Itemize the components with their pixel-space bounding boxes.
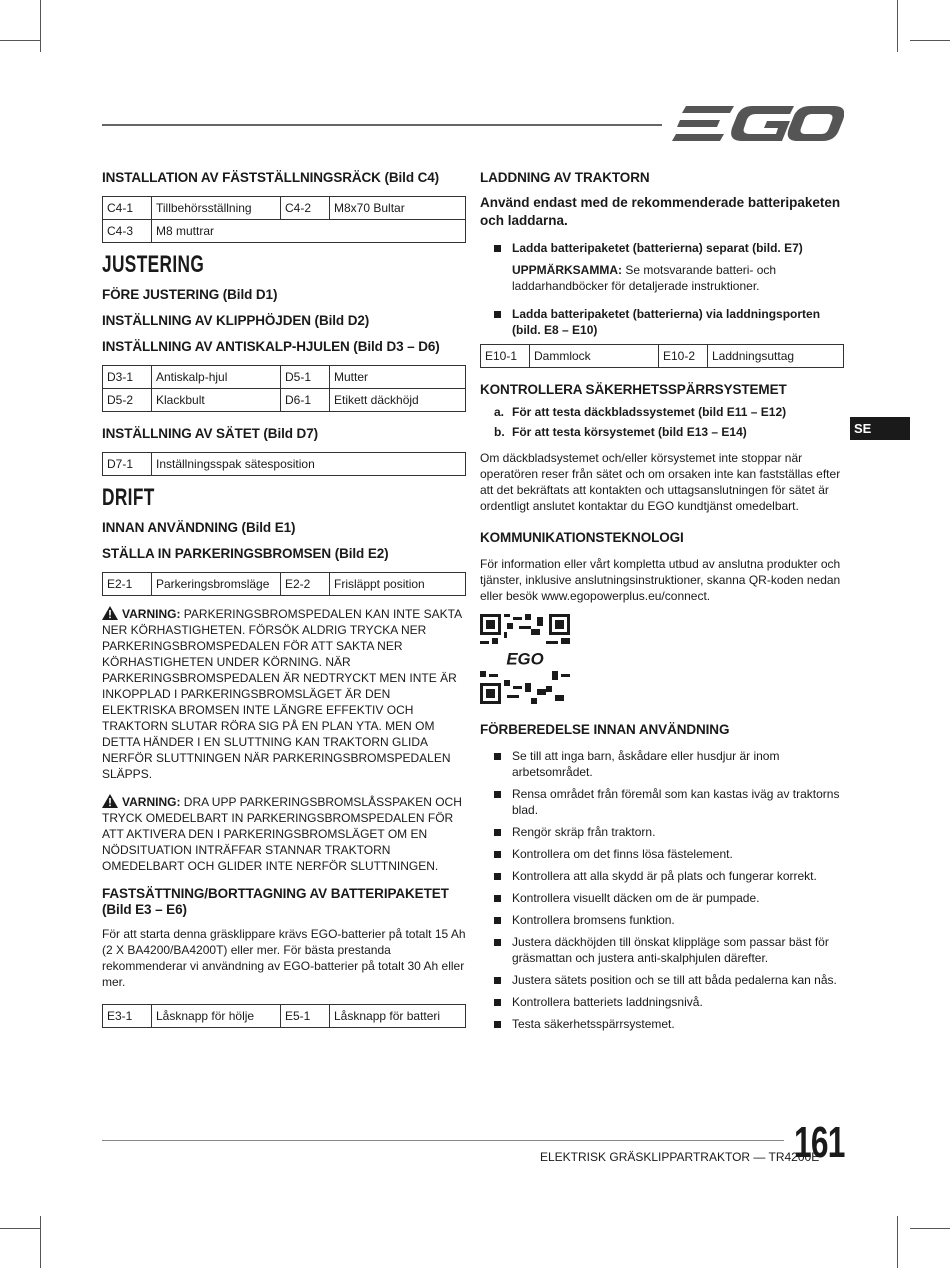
table-cell: D5-1 xyxy=(281,366,330,389)
table-cell: Dammlock xyxy=(530,345,659,368)
list-item xyxy=(494,404,844,420)
d2-heading: INSTÄLLNING AV KLIPPHÖJDEN (Bild D2) xyxy=(102,313,370,328)
attention-text: Se motsvarande batteri- och laddarhandböcker för detaljerade instruktioner. xyxy=(512,263,777,293)
table-cell: C4-1 xyxy=(103,197,152,220)
qr-code[interactable] xyxy=(480,614,570,704)
ego-logo xyxy=(672,104,844,144)
table-cell: D6-1 xyxy=(281,389,330,412)
charge-list xyxy=(480,240,844,256)
d3-heading: INSTÄLLNING AV ANTISKALP-HJULEN (Bild D3 – D6) xyxy=(102,339,440,354)
list-item: Kontrollera visuellt däcken om de är pumpade. xyxy=(480,890,844,906)
list-key: a. xyxy=(494,405,505,419)
warning-icon xyxy=(102,794,118,808)
crop-mark xyxy=(910,40,950,41)
prep-heading: FÖRBEREDELSE INNAN ANVÄNDNING xyxy=(480,722,730,737)
list-item: Rengör skräp från traktorn. xyxy=(480,824,844,840)
table-cell: Antiskalp-hjul xyxy=(152,366,281,389)
crop-mark xyxy=(40,1216,41,1268)
crop-mark xyxy=(0,40,40,41)
table-cell: E2-2 xyxy=(281,573,330,596)
comm-text: För information eller vårt kompletta utbud av anslutna produkter och tjänster, inklusive anslutningsinstruktioner, skanna QR-koden nedan eller besök www.egopowerplus.eu/connect. xyxy=(480,557,841,603)
table-cell: Låsknapp för hölje xyxy=(152,1005,281,1028)
right-column xyxy=(480,170,844,1038)
list-item: Ladda batteripaketet (batterierna) separat (bild. E7) xyxy=(480,240,844,256)
table-row xyxy=(103,220,466,243)
list-item: Rensa området från föremål som kan kastas iväg av traktorns blad. xyxy=(480,786,844,818)
list-item: Justera däckhöjden till önskat klippläge som passar bäst för gräsmattan och justera anti-skalphjulen därefter. xyxy=(480,934,844,966)
safety-list xyxy=(480,404,844,440)
list-item: Se till att inga barn, åskådare eller husdjur är inom arbetsområdet. xyxy=(480,748,844,780)
table-cell: Laddningsuttag xyxy=(708,345,844,368)
crop-mark xyxy=(897,0,898,52)
charge-heading: LADDNING AV TRAKTORN xyxy=(480,170,650,185)
table-row xyxy=(103,453,466,476)
left-column xyxy=(102,170,466,1042)
table-row xyxy=(103,366,466,389)
header-rule xyxy=(102,124,662,126)
table-row xyxy=(103,389,466,412)
list-item: Kontrollera om det finns lösa fästelement. xyxy=(480,846,844,862)
comm-heading: KOMMUNIKATIONSTEKNOLOGI xyxy=(480,530,684,545)
e3-table xyxy=(102,1004,466,1028)
e3-text: För att starta denna gräsklippare krävs EGO-batterier på totalt 15 Ah (2 X BA4200/BA4200T) eller mer. För bästa prestanda rekommenderar vi användning av EGO-batterier på totalt 30 Ah eller mer. xyxy=(102,927,466,989)
table-row xyxy=(103,1005,466,1028)
list-item xyxy=(494,424,844,440)
d7-table xyxy=(102,452,466,476)
table-cell: C4-2 xyxy=(281,197,330,220)
table-cell: D3-1 xyxy=(103,366,152,389)
e10-table xyxy=(480,344,844,368)
page-number: 161 xyxy=(794,1118,845,1167)
table-cell: E10-2 xyxy=(659,345,708,368)
e2-heading: STÄLLA IN PARKERINGSBROMSEN (Bild E2) xyxy=(102,546,389,561)
table-cell: Tillbehörsställning xyxy=(152,197,281,220)
list-item: Testa säkerhetsspärrsystemet. xyxy=(480,1016,844,1032)
table-row xyxy=(481,345,844,368)
section-title-drift: DRIFT xyxy=(102,484,155,511)
table-cell: Mutter xyxy=(330,366,466,389)
table-cell: Klackbult xyxy=(152,389,281,412)
list-key: b. xyxy=(494,425,505,439)
language-tab: SE xyxy=(850,417,910,440)
qr-logo-text: EGO xyxy=(506,649,544,669)
table-row xyxy=(103,197,466,220)
list-text: För att testa däckbladssystemet (bild E11 – E12) xyxy=(512,405,787,419)
crop-mark xyxy=(40,0,41,52)
table-cell: E10-1 xyxy=(481,345,530,368)
e1-heading: INNAN ANVÄNDNING (Bild E1) xyxy=(102,520,296,535)
warning-icon xyxy=(102,606,118,620)
list-item: Kontrollera batteriets laddningsnivå. xyxy=(480,994,844,1010)
warning-label: VARNING: xyxy=(122,795,181,809)
crop-mark xyxy=(910,1228,950,1229)
table-cell: Frisläppt position xyxy=(330,573,466,596)
warning-text: PARKERINGSBROMSPEDALEN KAN INTE SAKTA NER KÖRHASTIGHETEN. FÖRSÖK ALDRIG TRYCKA NER PARKERINGSBROMSPEDALEN FÖR ATT SAKTA NER KÖRHASTIGHETEN UNDER KÖRNING. NÄR PARKERINGSBROMSPEDALEN ÄR NEDTRYCKT MEN INTE ÄR INKOPPLAD I PARKERINGSBROMSLÄGET ÄR DEN ELEKTRISKA BROMSEN INTE LÄNGRE EFFEKTIV OCH TRAKTORN SLUTAR RÖRA SIG PÅ EN PLAN YTA. MEN OM DETTA HÄNDER I EN SLUTTNING KAN TRAKTORN GLIDA NERFÖR SLUTTNINGEN NÄR PARKERINGSBROMSPEDALEN SLÄPPS. xyxy=(102,607,462,781)
table-row xyxy=(103,573,466,596)
d7-heading: INSTÄLLNING AV SÄTET (Bild D7) xyxy=(102,426,318,441)
table-cell: C4-3 xyxy=(103,220,152,243)
list-item: Kontrollera bromsens funktion. xyxy=(480,912,844,928)
safety-heading: KONTROLLERA SÄKERHETSSPÄRRSYSTEMET xyxy=(480,382,787,397)
e3-heading: FASTSÄTTNING/BORTTAGNING AV BATTERIPAKETET (Bild E3 – E6) xyxy=(102,886,449,917)
table-cell: E5-1 xyxy=(281,1005,330,1028)
warning-2 xyxy=(102,794,466,874)
table-cell: D5-2 xyxy=(103,389,152,412)
table-cell: Låsknapp för batteri xyxy=(330,1005,466,1028)
section-title-justering: JUSTERING xyxy=(102,251,205,278)
crop-mark xyxy=(897,1216,898,1268)
table-cell: Etikett däckhöjd xyxy=(330,389,466,412)
charge-list-2 xyxy=(480,306,844,338)
list-item: Justera sätets position och se till att båda pedalerna kan nås. xyxy=(480,972,844,988)
c4-heading: INSTALLATION AV FÄSTSTÄLLNINGSRÄCK (Bild C4) xyxy=(102,170,440,185)
crop-mark xyxy=(0,1228,40,1229)
footer-title: ELEKTRISK GRÄSKLIPPARTRAKTOR — TR4200E xyxy=(540,1150,820,1164)
d1-heading: FÖRE JUSTERING (Bild D1) xyxy=(102,287,278,302)
attention-label: UPPMÄRKSAMMA: xyxy=(512,263,622,277)
list-item: Ladda batteripaketet (batterierna) via laddningsporten (bild. E8 – E10) xyxy=(480,306,844,338)
attention-note xyxy=(512,262,844,294)
table-cell: M8x70 Bultar xyxy=(330,197,466,220)
table-cell: Inställningsspak sätesposition xyxy=(152,453,466,476)
warning-1 xyxy=(102,606,466,782)
safety-text: Om däckbladsystemet och/eller körsystemet inte stoppar när operatören reser från sätet och om orsaken inte kan fastställas efter att det bekräftats att kontakten och uttagsanslutningen för sätet är ordentligt anslutet kontaktar du EGO kundtjänst omedelbart. xyxy=(480,451,841,513)
table-cell: E3-1 xyxy=(103,1005,152,1028)
list-text: För att testa körsystemet (bild E13 – E14) xyxy=(512,425,747,439)
prep-list xyxy=(480,748,844,1032)
d-table xyxy=(102,365,466,412)
e2-table xyxy=(102,572,466,596)
footer-rule xyxy=(102,1140,784,1141)
table-cell: E2-1 xyxy=(103,573,152,596)
warning-text: DRA UPP PARKERINGSBROMSLÅSSPAKEN OCH TRYCK OMEDELBART IN PARKERINGSBROMSPEDALEN FÖR ATT AKTIVERA DEN I PARKERINGSBROMSLÄGET OM EN NÖDSITUATION INTRÄFFAR STANNAR TRAKTORN OMEDELBART OCH GLIDER INTE NERFÖR SLUTTNINGEN. xyxy=(102,795,462,873)
table-cell: M8 muttrar xyxy=(152,220,466,243)
charge-intro: Använd endast med de rekommenderade batteripaketen och laddarna. xyxy=(480,195,841,228)
warning-label: VARNING: xyxy=(122,607,181,621)
c4-table xyxy=(102,196,466,243)
table-cell: Parkeringsbromsläge xyxy=(152,573,281,596)
table-cell: D7-1 xyxy=(103,453,152,476)
list-item: Kontrollera att alla skydd är på plats och fungerar korrekt. xyxy=(480,868,844,884)
